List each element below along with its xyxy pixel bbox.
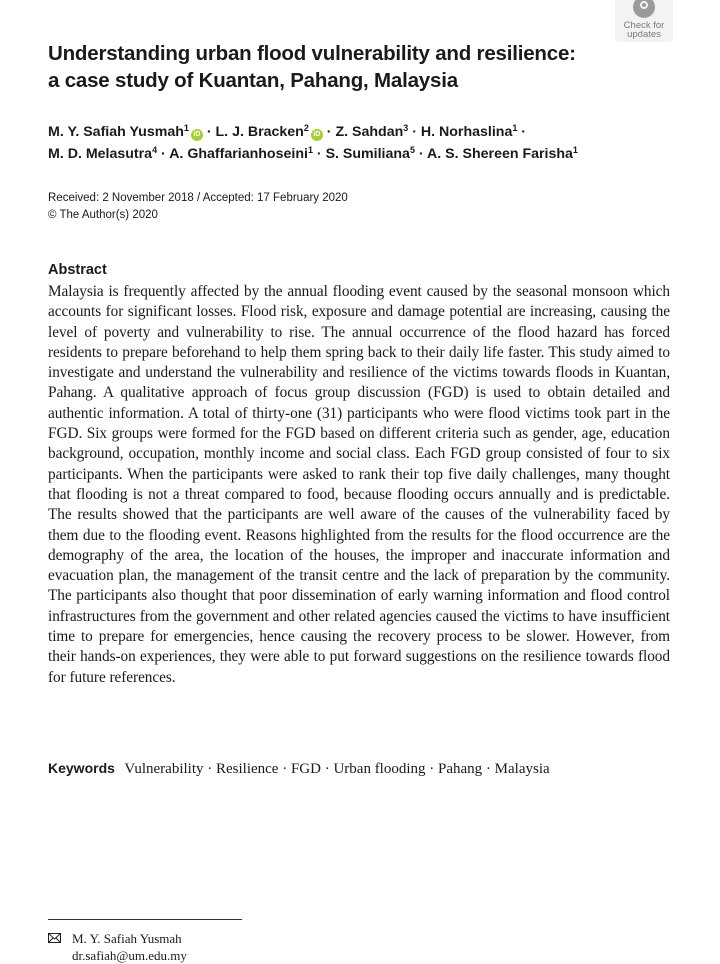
author-list [48, 121, 648, 165]
author-affiliation: 1 [512, 123, 518, 133]
title-line-1: Understanding urban flood vulnerability and resilience: [48, 42, 576, 65]
article-dates [48, 190, 348, 224]
check-for-updates-label: Check for updates [623, 20, 665, 40]
author-affiliation: 1 [183, 123, 189, 133]
keywords-list: Vulnerability · Resilience · FGD · Urban flooding · Pahang · Malaysia [124, 761, 550, 777]
author-name: A. Ghaffarianhoseini [169, 146, 308, 162]
author-name: M. Y. Safiah Yusmah [48, 124, 184, 140]
check-for-updates-badge[interactable] [615, 0, 673, 42]
copyright: © The Author(s) 2020 [48, 209, 158, 221]
author-line-1: M. Y. Safiah Yusmah$^1$iD · L. J. Bracken$^2$iD · Z. Sahdan$^3$ · H. Norhaslina$^1$ · [48, 123, 527, 140]
check-for-updates-icon [633, 0, 655, 18]
corresponding-author-email[interactable]: dr.safiah@um.edu.my [72, 948, 187, 963]
orcid-icon[interactable]: iD [191, 129, 203, 141]
author-affiliation: 1 [307, 145, 313, 155]
author-name: S. Sumiliana [325, 146, 410, 162]
author-affiliation: 4 [152, 145, 158, 155]
title-line-2: a case study of Kuantan, Pahang, Malaysia [48, 69, 458, 92]
envelope-icon [48, 930, 62, 947]
author-name: Z. Sahdan [335, 124, 404, 140]
author-affiliation: 2 [303, 123, 309, 133]
author-line-2: M. D. Melasutra$^4$ · A. Ghaffarianhoseini$^1$ · S. Sumiliana$^5$ · A. S. Shereen Farisha$^1$ [48, 145, 578, 162]
correspondence [48, 930, 187, 964]
author-name: A. S. Shereen Farisha [427, 146, 573, 162]
orcid-icon[interactable]: iD [311, 129, 323, 141]
author-affiliation: 3 [403, 123, 409, 133]
received-accepted: Received: 2 November 2018 / Accepted: 17 February 2020 [48, 192, 348, 204]
paper-title [48, 40, 608, 94]
author-name: H. Norhaslina [420, 124, 513, 140]
keywords-label: Keywords [48, 760, 115, 776]
corresponding-author-name: M. Y. Safiah Yusmah [72, 931, 182, 946]
author-affiliation: 5 [409, 145, 415, 155]
author-affiliation: 1 [572, 145, 578, 155]
footnote-divider [48, 919, 242, 920]
author-name: L. J. Bracken [215, 124, 304, 140]
abstract-body: Malaysia is frequently affected by the annual flooding event caused by the seasonal monsoon which accounts for significant losses. Flood risk, exposure and damage potential are increasing, causing the level of poverty and vulnerability to rise. The annual occurrence of the flood hazard has forced residents to prepare beforehand to help them spring back to their daily life faster. This study aimed to investigate and understand the vulnerability and resilience of the victims towards floods in Kuantan, Pahang. A qualitative approach of focus group discussion (FGD) is used to obtain detailed and authentic information. A total of thirty-one (31) participants who were flood victims took part in the FGD. Six groups were formed for the FGD based on different criteria such as gender, age, education background, occupation, monthly income and social class. Each FGD group consisted of four to six participants. When the participants were asked to rank their top five daily challenges, many thought that flooding is not a threat compared to food, because flooding occurs annually and is predictable. The results showed that the participants are well aware of the causes of the vulnerability faced by them due to the flooding event. Reasons highlighted from the results for the flood occurrence are the demography of the area, the location of the houses, the improper and inaccurate information and evacuation plan, the management of the transit centre and the lack of preparation by the community. The participants also thought that poor dissemination of early warning information and flood control infrastructures from the government and other related agencies caused the victims to have insufficient time to prepare for emergencies, hence causing the recovery process to be slower. However, from their hands-on experiences, they were able to put forward suggestions on the resilience towards flood for future references. [48, 283, 670, 686]
keywords [48, 758, 550, 779]
author-name: M. D. Melasutra [48, 146, 153, 162]
abstract-heading: Abstract [48, 262, 107, 278]
